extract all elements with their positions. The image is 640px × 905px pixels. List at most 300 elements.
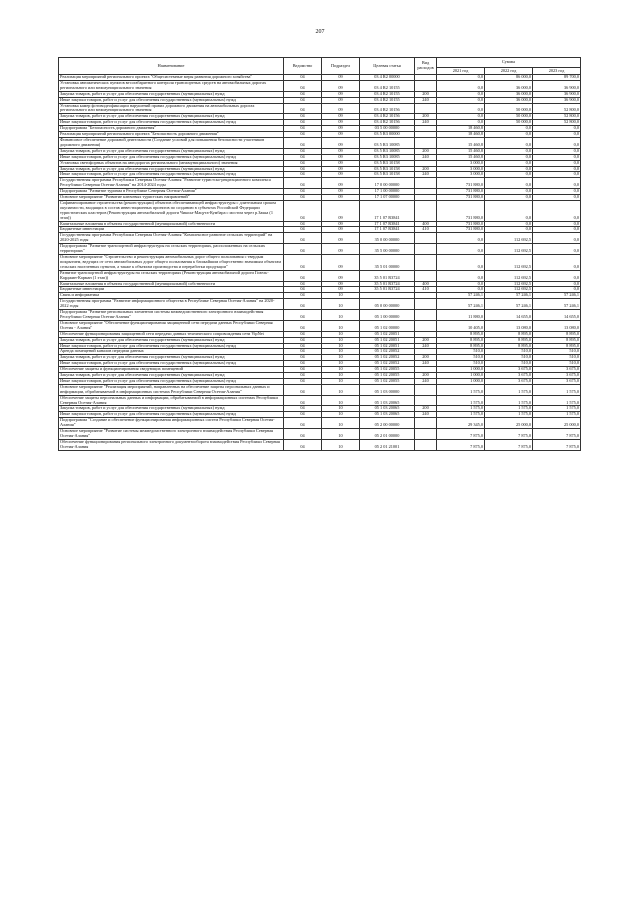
header-year-2021: 2021 год [437,68,485,75]
row-expense-type: 200 [415,406,437,412]
row-target: 03 5 R3 10158 [360,166,415,172]
row-section: 10 [322,406,360,412]
row-expense-type: 240 [415,361,437,367]
row-sum-2023: 57 246,1 [533,299,581,310]
row-target: 35 5 01 R3724 [360,287,415,293]
table-row [59,270,581,281]
row-sum-2022: 3 675,0 [485,373,533,379]
row-target: 17 1 07 R3841 [360,200,415,221]
row-sum-2023: 0,0 [533,255,581,271]
row-name: Основное мероприятие "Обеспечение функционирования защищенной сети передачи данных Республики Северная Осетия - Алания" [59,320,284,331]
row-sum-2021: 731 880,0 [437,200,485,221]
row-sum-2021: 1 575,0 [437,412,485,418]
row-sum-2023: 0,0 [533,221,581,227]
row-target: 17 1 07 R3841 [360,227,415,233]
row-target: 03 4 R2 10155 [360,91,415,97]
row-section: 09 [322,160,360,166]
row-expense-type: 200 [415,373,437,379]
row-target: 05 1 02 20051 [360,331,415,337]
row-section: 10 [322,293,360,299]
row-name: Подпрограмма "Развитие туризма в Республике Северная Осетия-Алания" [59,189,284,195]
row-sum-2021: 0,0 [437,103,485,114]
table-row [59,418,581,429]
row-sum-2023: 36 900,0 [533,97,581,103]
row-target: 05 1 03 20065 [360,412,415,418]
row-sum-2022: 112 692,5 [485,270,533,281]
row-section: 10 [322,361,360,367]
header-ministry: Ведомство [284,58,322,75]
row-target: 05 2 01 00000 [360,429,415,440]
row-sum-2022: 0,0 [485,154,533,160]
row-expense-type: 200 [415,114,437,120]
row-sum-2022: 8 895,0 [485,337,533,343]
row-section: 09 [322,172,360,178]
row-ministry: 04 [284,172,322,178]
row-section: 09 [322,244,360,255]
row-section: 09 [322,126,360,132]
row-sum-2021: 0,0 [437,114,485,120]
row-expense-type: 200 [415,148,437,154]
row-sum-2021: 10 405,0 [437,320,485,331]
row-section: 09 [322,103,360,114]
row-expense-type [415,299,437,310]
row-section: 10 [322,343,360,349]
row-sum-2022: 510,0 [485,349,533,355]
row-section: 09 [322,255,360,271]
row-name: Закупка товаров, работ и услуг для обеспечения государственных (муниципальных) нужд [59,355,284,361]
row-name: Подпрограмма "Безопасность дорожного движения" [59,126,284,132]
row-target: 17 0 00 00000 [360,178,415,189]
row-target: 05 1 03 00000 [360,384,415,395]
row-section: 09 [322,270,360,281]
row-expense-type [415,178,437,189]
row-name: Обеспечение защиты и функционирования сведующих помещений [59,367,284,373]
row-name: Закупка товаров, работ и услуг для обеспечения государственных (муниципальных) нужд [59,166,284,172]
row-section: 10 [322,355,360,361]
row-ministry: 04 [284,97,322,103]
row-sum-2022: 510,0 [485,355,533,361]
row-target: 03 4 R2 10156 [360,114,415,120]
row-target: 05 1 00 00000 [360,310,415,321]
row-sum-2023: 0,0 [533,148,581,154]
table-row [59,429,581,440]
row-name: Закупка товаров, работ и услуг для обеспечения государственных (муниципальных) нужд [59,406,284,412]
row-target: 35 0 00 00000 [360,233,415,244]
row-name: Аренда помещений каналов передачи данных [59,349,284,355]
row-ministry: 04 [284,349,322,355]
row-target: 35 5 01 00000 [360,255,415,271]
table-row [59,310,581,321]
table-row [59,103,581,114]
row-sum-2021: 0,0 [437,75,485,81]
table-row [59,395,581,406]
row-sum-2021: 510,0 [437,361,485,367]
row-sum-2022: 7 875,0 [485,439,533,450]
row-sum-2021: 7 875,0 [437,429,485,440]
row-sum-2022: 36 000,0 [485,97,533,103]
row-ministry: 04 [284,367,322,373]
row-target: 05 1 03 20065 [360,406,415,412]
row-section: 09 [322,137,360,148]
row-name: Установка камер фотовидеофиксации нарушений правил дорожного движения на автомобильных дорогах регионального или межмуниципального значения [59,103,284,114]
row-ministry: 04 [284,126,322,132]
row-sum-2021: 0,0 [437,80,485,91]
row-expense-type [415,244,437,255]
row-ministry: 04 [284,299,322,310]
row-sum-2021: 15 460,8 [437,148,485,154]
row-sum-2023: 36 900,0 [533,80,581,91]
row-sum-2021: 18 460,8 [437,132,485,138]
row-target: 03 4 R2 10156 [360,103,415,114]
row-sum-2022: 0,0 [485,132,533,138]
row-target: 03 5 R3 00000 [360,132,415,138]
row-sum-2023: 0,0 [533,244,581,255]
row-ministry: 04 [284,373,322,379]
row-sum-2022: 0,0 [485,178,533,189]
row-sum-2023: 89 700,0 [533,75,581,81]
row-name: Государственная программа "Развитие информационного общества в Республике Северная Осетия-Алания" на 2020-2022 годы [59,299,284,310]
row-sum-2023: 13 080,0 [533,320,581,331]
row-ministry: 04 [284,395,322,406]
row-target: 03 4 R2 10155 [360,97,415,103]
row-expense-type: 200 [415,337,437,343]
row-sum-2023: 8 895,0 [533,331,581,337]
row-sum-2023: 52 800,0 [533,114,581,120]
row-name: Подпрограмма "Развитие региональных элементов системы межведомственного электронного взаимодействия Республики Северная Осетия-Алания" [59,310,284,321]
row-name: Обеспечение функционирования регионального электронного документооборота взаимодействия Республики Северная Осетия-Алания [59,439,284,450]
row-sum-2022: 3 675,0 [485,367,533,373]
table-row [59,200,581,221]
row-target: 17 1 00 00000 [360,189,415,195]
row-sum-2021: 3 000,0 [437,166,485,172]
row-ministry: 04 [284,75,322,81]
header-target: Целевая статья [360,58,415,75]
row-sum-2023: 52 800,0 [533,120,581,126]
row-sum-2023: 1 575,0 [533,395,581,406]
row-sum-2023: 0,0 [533,270,581,281]
row-ministry: 04 [284,178,322,189]
row-name: Основное мероприятие "Строительство и реконструкция автомобильных дорог общего пользования с твердым покрытием, ведущих от сети автомобильных дорог общего пользования к ближайшим общественно значимым объектам сельских населенных пунктов, а также к объектам производства и переработки продукции" [59,255,284,271]
row-sum-2021: 731 880,0 [437,221,485,227]
row-target: 05 1 02 20052 [360,349,415,355]
row-sum-2022: 14 655,0 [485,310,533,321]
row-name: Основное мероприятие "Развитие системы межведомственного электронного взаимодействия Республики Северная Осетия-Алания" [59,429,284,440]
row-sum-2022: 36 000,0 [485,91,533,97]
row-name: Государственная программа Республики Северная Осетия-Алания "Развитие туристско-рекреационного комплекса Республики Северная Осетия-Алания" на 2014-2024 годы [59,178,284,189]
row-expense-type: 200 [415,355,437,361]
row-sum-2022: 0,0 [485,126,533,132]
row-sum-2021: 1 575,0 [437,384,485,395]
row-section: 09 [322,132,360,138]
row-sum-2021: 731 880,0 [437,195,485,201]
row-expense-type [415,137,437,148]
row-name: Иные закупки товаров, работ и услуг для обеспечения государственных (муниципальных) нужд [59,361,284,367]
row-section: 10 [322,418,360,429]
row-name: Иные закупки товаров, работ и услуг для обеспечения государственных (муниципальных) нужд [59,172,284,178]
row-ministry: 04 [284,91,322,97]
row-sum-2022: 0,0 [485,148,533,154]
row-sum-2021: 0,0 [437,255,485,271]
row-target: 35 5 01 R3724 [360,281,415,287]
row-name: Установка светофорных объектов на автодорогах регионального (межмуниципального) значения [59,160,284,166]
row-sum-2021: 7 875,0 [437,439,485,450]
row-sum-2021: 57 246,1 [437,299,485,310]
row-sum-2022: 50 000,0 [485,103,533,114]
row-ministry: 04 [284,120,322,126]
row-sum-2021: 731 880,0 [437,178,485,189]
row-sum-2021: 0,0 [437,287,485,293]
row-ministry: 04 [284,361,322,367]
row-name: Установка автоматических пунктов весогабаритного контроля транспортных средств на автомобильных дорогах регионального или межмуниципального значения [59,80,284,91]
row-section: 10 [322,412,360,418]
row-sum-2023: 7 875,0 [533,429,581,440]
row-target: 03 4 R2 00000 [360,75,415,81]
row-target: 05 1 02 20052 [360,361,415,367]
row-name: Бюджетные инвестиции [59,227,284,233]
row-sum-2021: 1 000,0 [437,378,485,384]
row-section: 09 [322,80,360,91]
row-expense-type [415,80,437,91]
row-sum-2021: 0,0 [437,97,485,103]
row-sum-2022: 0,0 [485,166,533,172]
row-section: 10 [322,331,360,337]
row-section: 09 [322,166,360,172]
row-sum-2022: 57 246,1 [485,293,533,299]
row-sum-2021: 29 345,0 [437,418,485,429]
row-sum-2021: 3 000,0 [437,172,485,178]
row-name: Закупка товаров, работ и услуг для обеспечения государственных (муниципальных) нужд [59,114,284,120]
row-sum-2022: 8 895,0 [485,331,533,337]
row-expense-type [415,320,437,331]
row-sum-2021: 0,0 [437,244,485,255]
row-sum-2021: 0,0 [437,120,485,126]
row-sum-2022: 112 692,5 [485,233,533,244]
row-ministry: 04 [284,233,322,244]
row-sum-2023: 3 675,0 [533,378,581,384]
row-name: Реализация мероприятий регионального проекта "Общесистемные меры развития дорожного хозяйства" [59,75,284,81]
row-sum-2023: 1 575,0 [533,412,581,418]
row-sum-2023: 1 575,0 [533,406,581,412]
row-name: Иные закупки товаров, работ и услуг для обеспечения государственных (муниципальных) нужд [59,120,284,126]
row-ministry: 04 [284,200,322,221]
row-sum-2023: 0,0 [533,195,581,201]
row-section: 09 [322,120,360,126]
budget-table [58,57,581,451]
row-ministry: 04 [284,293,322,299]
row-sum-2022: 0,0 [485,160,533,166]
row-section: 10 [322,320,360,331]
row-ministry: 04 [284,281,322,287]
row-section: 10 [322,384,360,395]
row-ministry: 04 [284,331,322,337]
row-ministry: 04 [284,310,322,321]
row-target: 03 5 R3 10085 [360,148,415,154]
row-sum-2021: 0,0 [437,281,485,287]
row-sum-2023: 36 900,0 [533,91,581,97]
row-name: Государственная программа Республики Северная Осетия-Алания "Комплексное развитие сельских территорий" на 2020-2025 годы [59,233,284,244]
row-ministry: 04 [284,355,322,361]
row-sum-2022: 25 000,0 [485,418,533,429]
row-name: Иные закупки товаров, работ и услуг для обеспечения государственных (муниципальных) нужд [59,97,284,103]
row-ministry: 04 [284,148,322,154]
row-sum-2023: 0,0 [533,281,581,287]
row-sum-2021: 8 895,0 [437,337,485,343]
row-ministry: 04 [284,189,322,195]
row-name: Связь и информатика [59,293,284,299]
row-expense-type [415,384,437,395]
row-section: 10 [322,337,360,343]
row-name: Обеспечение функционирования защищенной сети передачи данных технического сопровождения сети VipNet [59,331,284,337]
row-target: 03 4 R2 10156 [360,120,415,126]
row-ministry: 04 [284,160,322,166]
table-row [59,439,581,450]
row-expense-type: 240 [415,172,437,178]
row-expense-type: 240 [415,154,437,160]
row-sum-2023: 25 000,0 [533,418,581,429]
row-sum-2023: 0,0 [533,189,581,195]
row-section: 10 [322,367,360,373]
row-sum-2023: 0,0 [533,227,581,233]
row-sum-2021: 510,0 [437,355,485,361]
row-section: 10 [322,439,360,450]
table-row [59,80,581,91]
row-target: 03 5 R3 10085 [360,154,415,160]
budget-table-body [59,75,581,451]
row-sum-2022: 50 000,0 [485,120,533,126]
row-expense-type [415,418,437,429]
row-sum-2022: 57 246,1 [485,299,533,310]
header-year-2022: 2022 год [485,68,533,75]
row-sum-2021: 8 895,0 [437,343,485,349]
row-sum-2021: 1 000,0 [437,367,485,373]
row-sum-2022: 1 575,0 [485,412,533,418]
row-sum-2022: 1 575,0 [485,406,533,412]
table-row [59,320,581,331]
row-name: Реализация мероприятий регионального проекта "Безопасность дорожного движения" [59,132,284,138]
row-ministry: 04 [284,406,322,412]
row-sum-2023: 510,0 [533,349,581,355]
table-row [59,255,581,271]
row-section: 10 [322,373,360,379]
header-expense-type: Вид расходов [415,58,437,75]
row-sum-2022: 0,0 [485,172,533,178]
row-name: Подпрограмма "Создание и обеспечение функционирования информационных систем Республики Северная Осетия-Алания" [59,418,284,429]
header-year-2023: 2023 год [533,68,581,75]
row-name: Капитальные вложения в объекты государственной (муниципальной) собственности [59,281,284,287]
row-sum-2023: 0,0 [533,132,581,138]
row-name: Софинансирование строительства (реконструкции) объектов обеспечивающей инфраструктуры с длительным сроком окупаемости, входящих в состав инвестиционных проектов по созданию в субъектах Российской Федерации туристических кластеров (Реконструкция автомобильной дороги Чикола-Мацута-Кумбара с мостом через р.Закка (1 этап)) [59,200,284,221]
row-expense-type: 240 [415,378,437,384]
row-sum-2023: 8 895,0 [533,343,581,349]
row-sum-2021: 0,0 [437,233,485,244]
row-sum-2022: 112 692,5 [485,255,533,271]
row-sum-2022: 1 575,0 [485,395,533,406]
row-sum-2022: 112 692,5 [485,244,533,255]
row-sum-2021: 1 000,0 [437,373,485,379]
row-section: 09 [322,195,360,201]
row-target: 05 1 03 20065 [360,395,415,406]
row-name: Основное мероприятие "Развитие ключевых туристских направлений" [59,195,284,201]
row-sum-2023: 14 655,0 [533,310,581,321]
row-sum-2021: 15 460,8 [437,137,485,148]
row-sum-2022: 112 692,5 [485,287,533,293]
row-section: 09 [322,189,360,195]
row-ministry: 04 [284,287,322,293]
row-expense-type [415,439,437,450]
row-sum-2021: 3 000,0 [437,160,485,166]
row-target: 05 1 02 20055 [360,373,415,379]
row-sum-2021: 8 895,0 [437,331,485,337]
row-name: Иные закупки товаров, работ и услуг для обеспечения государственных (муниципальных) нужд [59,378,284,384]
row-sum-2021: 1 575,0 [437,395,485,406]
row-sum-2021: 18 460,8 [437,126,485,132]
row-sum-2021: 57 246,1 [437,293,485,299]
row-name: Бюджетные инвестиции [59,287,284,293]
row-expense-type: 240 [415,97,437,103]
row-section: 09 [322,97,360,103]
row-section: 10 [322,378,360,384]
row-target: 03 5 R3 10158 [360,172,415,178]
row-ministry: 04 [284,132,322,138]
row-expense-type [415,200,437,221]
row-sum-2023: 1 575,0 [533,384,581,395]
row-sum-2022: 1 575,0 [485,384,533,395]
row-sum-2023: 57 246,1 [533,293,581,299]
row-ministry: 04 [284,114,322,120]
row-ministry: 04 [284,418,322,429]
table-row [59,233,581,244]
row-sum-2023: 510,0 [533,361,581,367]
row-target: 05 1 02 20055 [360,367,415,373]
row-sum-2021: 731 880,0 [437,189,485,195]
row-name: Закупка товаров, работ и услуг для обеспечения государственных (муниципальных) нужд [59,91,284,97]
row-sum-2023: 0,0 [533,172,581,178]
row-ministry: 04 [284,320,322,331]
row-sum-2022: 0,0 [485,189,533,195]
row-sum-2022: 8 895,0 [485,343,533,349]
row-ministry: 04 [284,137,322,148]
row-section: 09 [322,200,360,221]
row-name: Обеспечение защиты персональных данных и информации, обрабатываемой в информационных системах Республики Северная Осетия-Алания [59,395,284,406]
row-expense-type: 410 [415,287,437,293]
row-sum-2023: 0,0 [533,137,581,148]
row-expense-type [415,103,437,114]
row-name: Закупка товаров, работ и услуг для обеспечения государственных (муниципальных) нужд [59,148,284,154]
row-ministry: 04 [284,103,322,114]
row-target: 05 1 02 20052 [360,355,415,361]
row-target: 17 1 07 R3841 [360,221,415,227]
page-number: 207 [315,29,325,35]
table-row [59,299,581,310]
row-ministry: 04 [284,270,322,281]
row-target: 35 5 01 R3724 [360,270,415,281]
row-sum-2023: 7 875,0 [533,439,581,450]
row-section: 09 [322,287,360,293]
row-ministry: 04 [284,244,322,255]
row-name: Капитальные вложения в объекты государственной (муниципальной) собственности [59,221,284,227]
row-name: Иные закупки товаров, работ и услуг для обеспечения государственных (муниципальных) нужд [59,412,284,418]
row-name: Финансовое обеспечение дорожной деятельности (Создание условий для повышения безопасности участников дорожного движения) [59,137,284,148]
row-sum-2023: 0,0 [533,200,581,221]
row-sum-2021: 731 880,0 [437,227,485,233]
row-sum-2021: 0,0 [437,91,485,97]
row-sum-2023: 3 675,0 [533,367,581,373]
row-section: 10 [322,395,360,406]
row-section: 09 [322,227,360,233]
row-expense-type [415,429,437,440]
row-sum-2022: 13 080,0 [485,320,533,331]
row-target: 03 5 R3 10158 [360,160,415,166]
